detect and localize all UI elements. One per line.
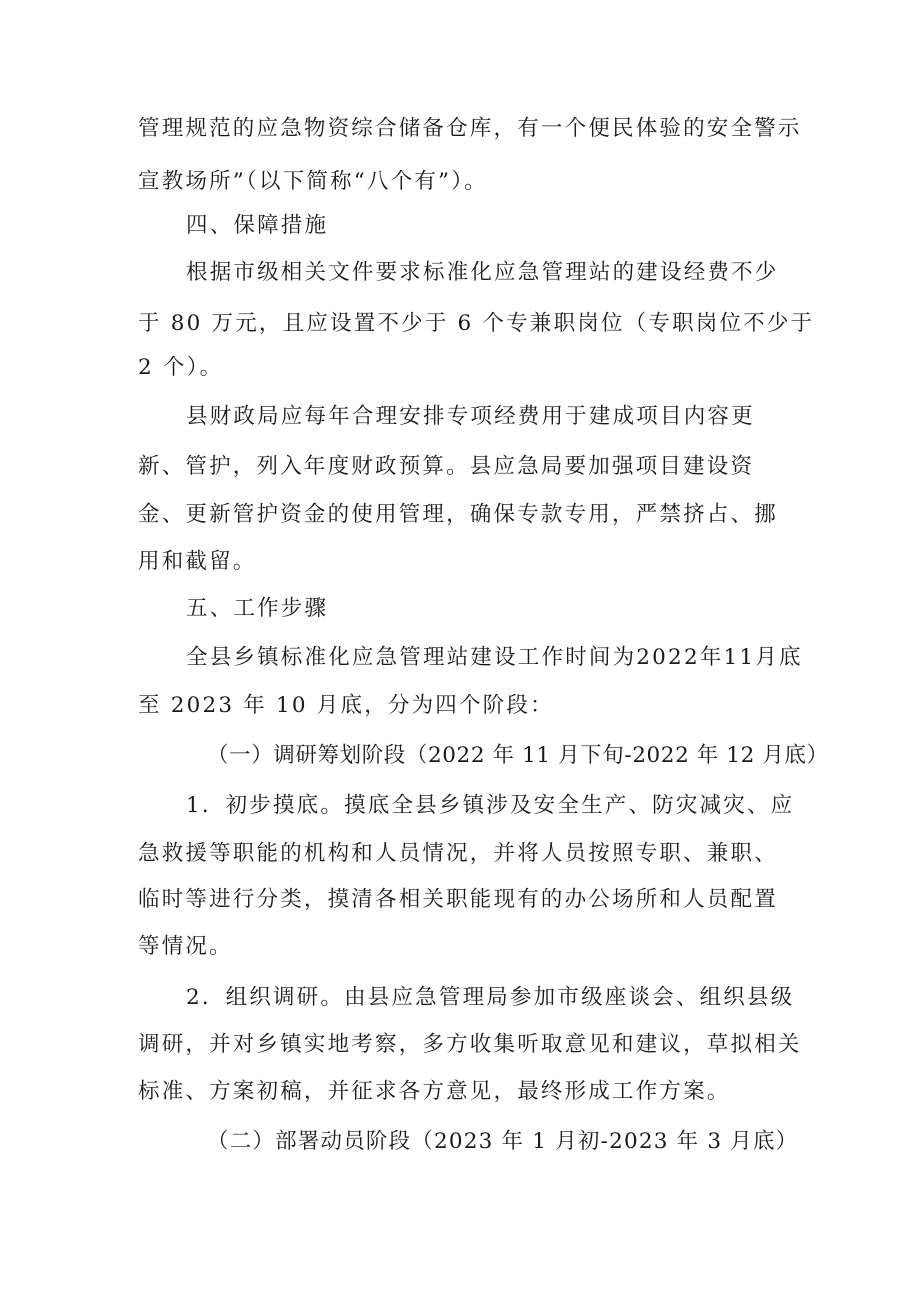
subsection-heading: （二）部署动员阶段（2023 年 1 月初-2023 年 3 月底） [207,1129,799,1154]
paragraph-line: 管理规范的应急物资综合储备仓库，有一个便民体验的安全警示 [138,116,802,141]
paragraph-line: 全县乡镇标准化应急管理站建设工作时间为2022年11月底 [186,645,803,670]
paragraph-line: 2．组织调研。由县应急管理局参加市级座谈会、组织县级 [186,985,795,1010]
section-heading: 四、保障措施 [186,213,329,238]
paragraph-line: 用和截留。 [138,549,257,574]
paragraph-line: 根据市级相关文件要求标准化应急管理站的建设经费不少 [186,260,779,285]
paragraph-line: 县财政局应每年合理安排专项经费用于建成项目内容更 [186,404,755,429]
paragraph-line: 金、更新管护资金的使用管理，确保专款专用，严禁挤占、挪 [138,502,778,527]
section-heading: 五、工作步骤 [186,596,329,621]
paragraph-line: 新、管护，列入年度财政预算。县应急局要加强项目建设资 [138,454,755,479]
paragraph-line: 于 80 万元，且应设置不少于 6 个专兼职岗位（专职岗位不少于 [138,311,815,336]
paragraph-line: 调研，并对乡镇实地考察，多方收集听取意见和建议，草拟相关 [138,1032,802,1057]
paragraph-line: 等情况。 [138,934,233,959]
paragraph-line: 宣教场所”（以下简称“八个有”）。 [138,169,488,194]
subsection-heading: （一）调研筹划阶段（2022 年 11 月下旬-2022 年 12 月底） [207,743,829,768]
paragraph-line: 2 个）。 [138,355,224,380]
paragraph-line: 至 2023 年 10 月底，分为四个阶段： [138,693,554,718]
paragraph-line: 临时等进行分类，摸清各相关职能现有的办公场所和人员配置 [138,887,778,912]
paragraph-line: 急救援等职能的机构和人员情况，并将人员按照专职、兼职、 [138,841,778,866]
paragraph-line: 标准、方案初稿，并征求各方意见，最终形成工作方案。 [138,1079,731,1104]
paragraph-line: 1．初步摸底。摸底全县乡镇涉及安全生产、防灾减灾、应 [186,793,795,818]
